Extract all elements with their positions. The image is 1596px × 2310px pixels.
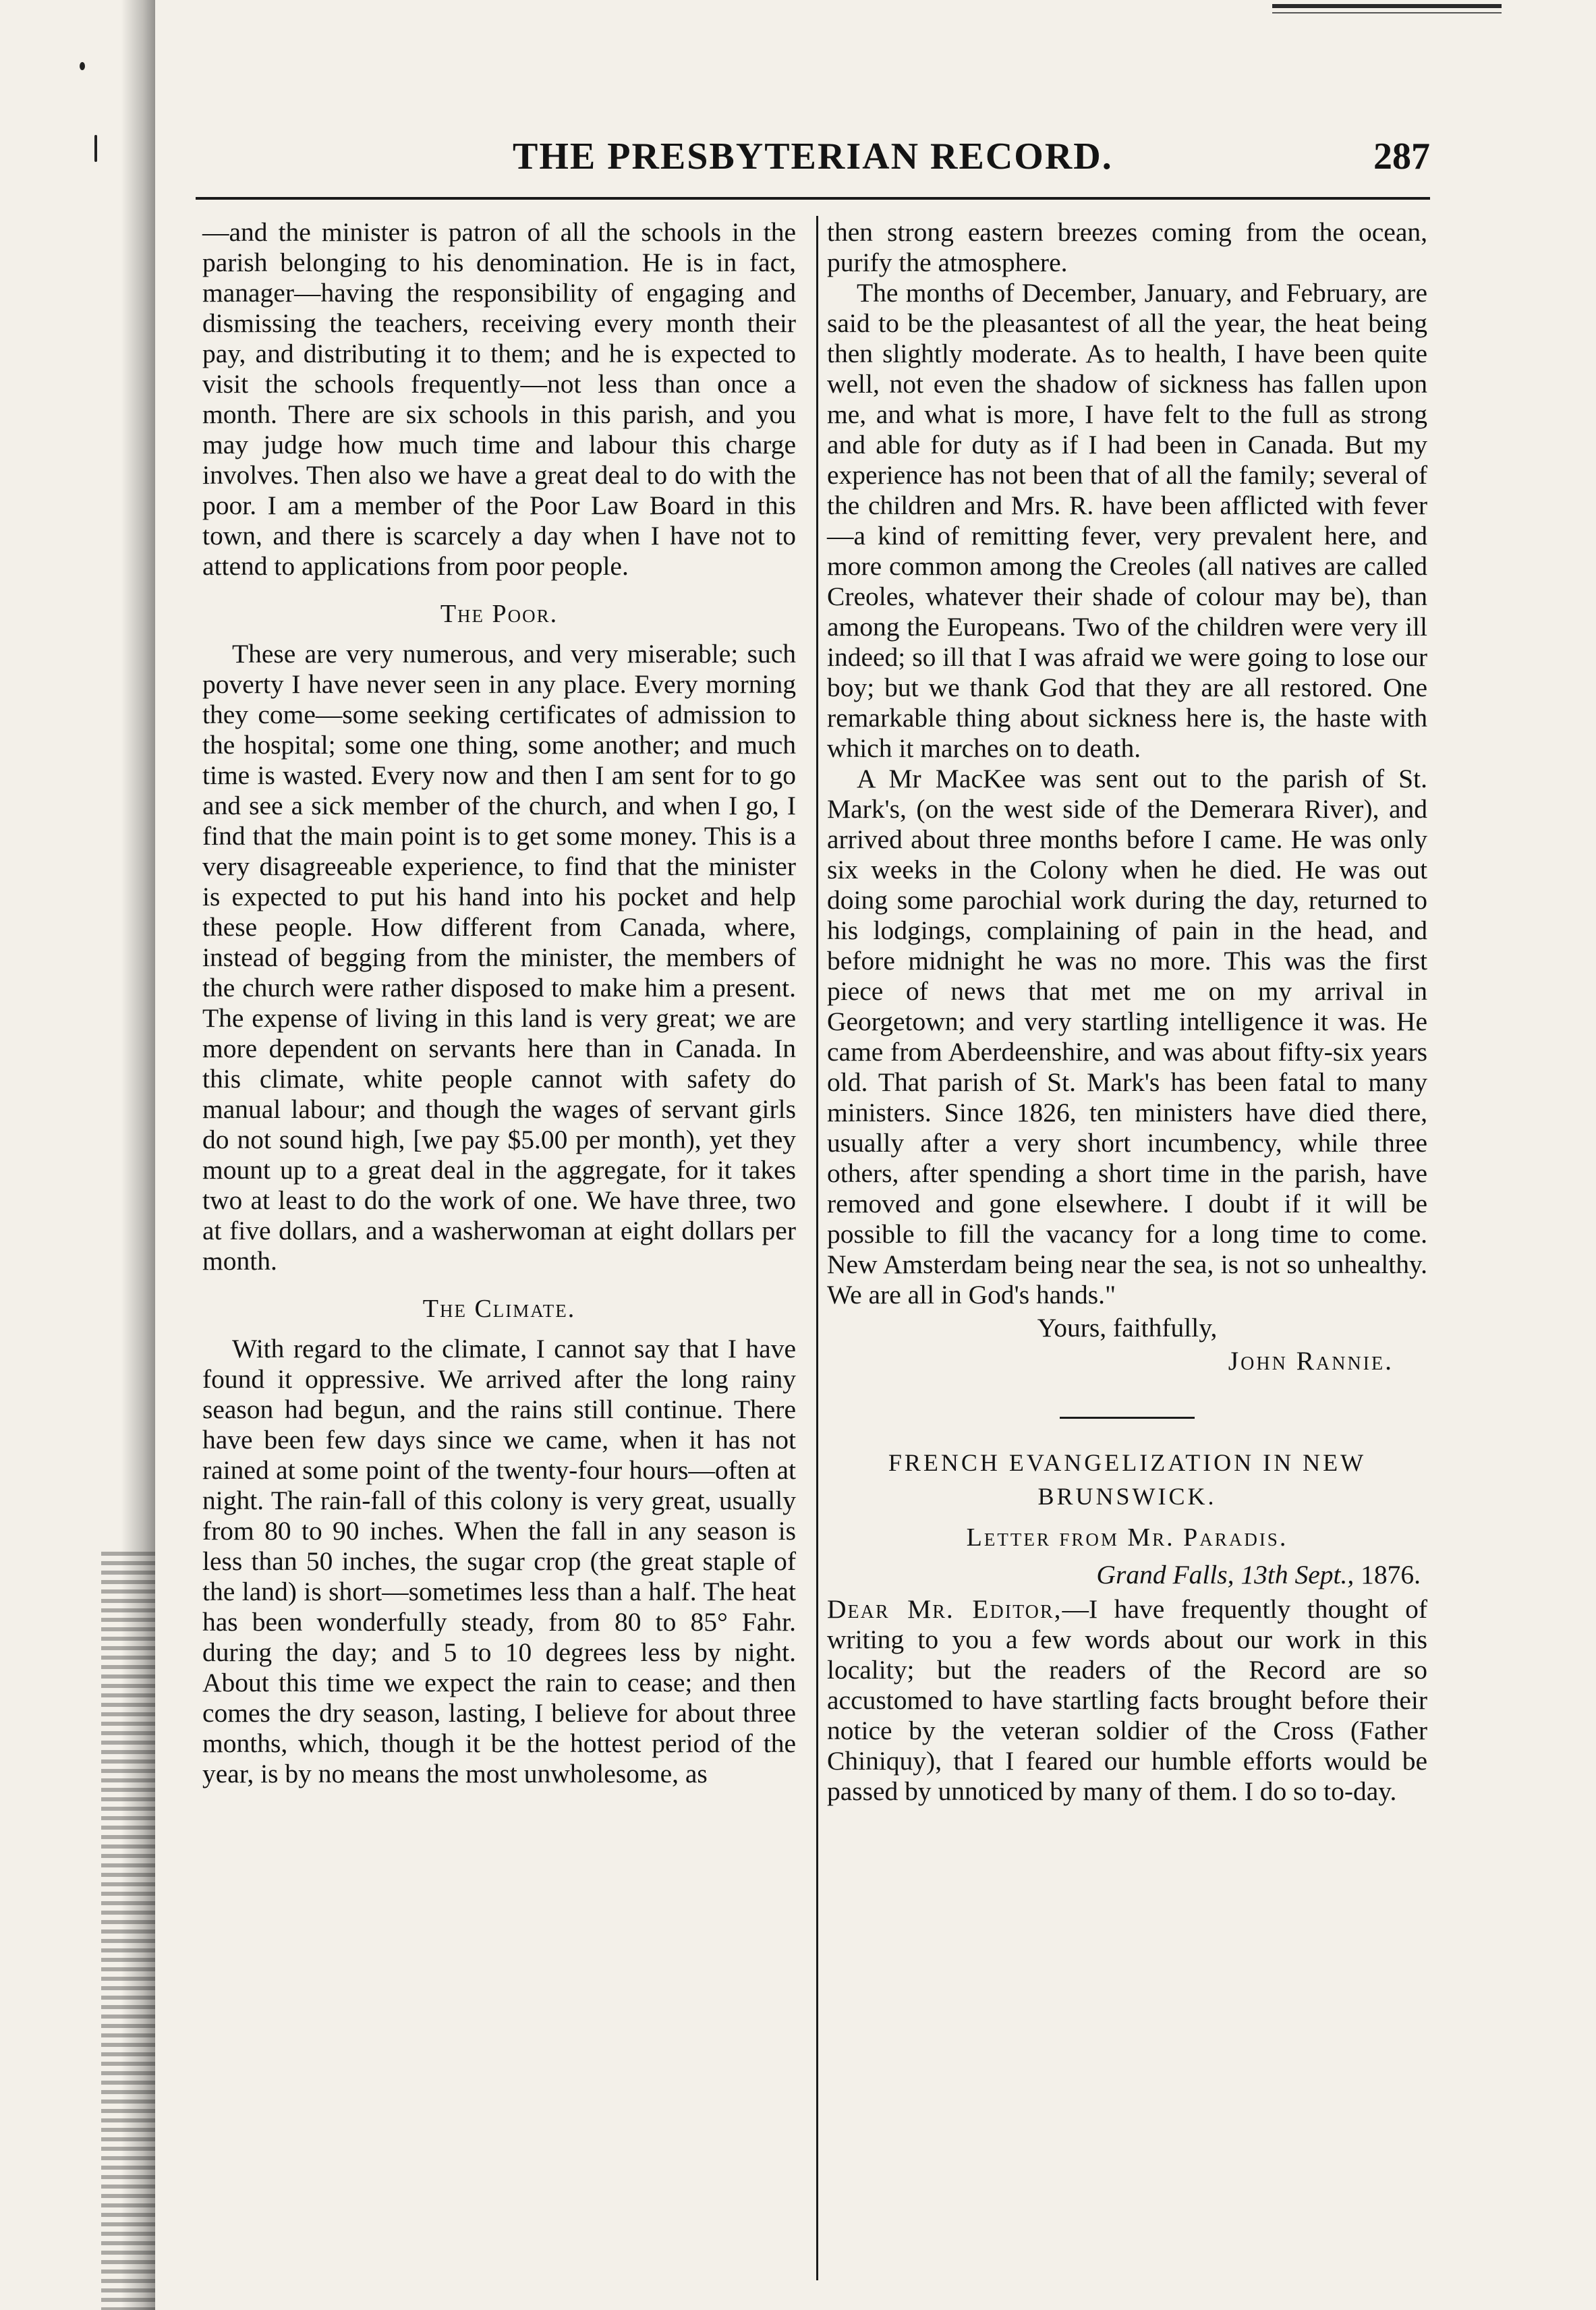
paragraph: —and the minister is patron of all the schools in the parish belonging to his denomination. He is in fact, manager—having the responsibility of engaging and dismissing the teachers, receiving every month their pay, and distributing it to them; and he is expected to visit the schools frequently—not less than once a month. There are six schools in this parish, and you may judge how much time and labour this charge involves. Then also we have a great deal to do with the poor. I am a member of the Poor Law Board in this town, and there is scarcely a day when I have not to attend to applications from poor people. <box>202 217 796 581</box>
header-rule <box>196 197 1430 200</box>
ink-speck <box>80 62 85 70</box>
paragraph: With regard to the climate, I cannot say that I have found it oppressive. We arrived after the long rainy season had begun, and the rains still continue. There have been few days since we came, when it has not rained at some point of the twenty-four hours—often at night. The rain-fall of this colony is very great, usually from 80 to 90 inches. When the fall in any season is less than 50 inches, the sugar crop (the great staple of the land) is short—sometimes less than a half. The heat has been wonderfully steady, from 80 to 85° Fahr. during the day; and 5 to 10 degrees less by night. About this time we expect the rain to cease; and then comes the dry season, lasting, I believe for about three months, which, though it be the hottest period of the year, is by no means the most unwholesome, as <box>202 1334 796 1788</box>
article-separator <box>1060 1417 1195 1419</box>
dateline-place: Grand Falls, 13th Sept., <box>1096 1560 1355 1589</box>
page-number: 287 <box>1373 136 1430 177</box>
letter-closing: Yours, faithfully, <box>1037 1313 1218 1343</box>
section-heading-climate: The Climate. <box>422 1295 576 1323</box>
binding-edge <box>101 1552 155 2310</box>
paragraph: A Mr MacKee was sent out to the parish of St. Mark's, (on the west side of the Demerara River), and arrived about three months before I came. He was only six weeks in the Colony when he died. He was out doing some parochial work during the day, returned to his lodgings, complaining of pain in the head, and before midnight he was no more. This was the first piece of news that met me on my arrival in Georgetown; and very startling intelligence it was. He came from Aberdeenshire, and was about fifty-six years old. That parish of St. Mark's has been fatal to many ministers. Since 1826, ten ministers have died there, usually after a very short incumbency, while three others, after spending a short time in the parish, have removed and gone elsewhere. I doubt if it will be possible to fill the vacancy for a long time to come. New Amsterdam being near the sea, is not so unhealthy. We are all in God's hands." <box>827 764 1427 1309</box>
journal-title: THE PRESBYTERIAN RECORD. <box>513 136 1113 177</box>
left-column <box>202 217 796 1789</box>
section-heading-poor: The Poor. <box>440 600 559 628</box>
paragraph <box>827 1594 1427 1807</box>
article-title: FRENCH EVANGELIZATION IN NEW BRUNSWICK. <box>888 1449 1367 1510</box>
top-edge-rule-thin <box>1272 12 1502 13</box>
column-divider <box>816 216 818 2280</box>
paragraph-body: —I have frequently thought of writing to you a few words about our work in this locality; but the readers of the Record are so accustomed to have startling facts brought before their notice by the veteran soldier of the Cross (Father Chiniquy), that I feared our humble efforts would be passed by unnoticed by many of them. I do so to-day. <box>827 1594 1427 1806</box>
salutation: Dear Mr. Editor, <box>827 1594 1062 1624</box>
paragraph: then strong eastern breezes coming from the ocean, purify the atmosphere. <box>827 217 1427 277</box>
signature: John Rannie. <box>1228 1346 1394 1376</box>
paragraph: These are very numerous, and very miserable; such poverty I have never seen in any place. Every morning they come—some seeking certificates of admission to the hospital; some one thing, some another; and much time is wasted. Every now and then I am sent for to go and see a sick member of the church, and when I go, I find that the main point is to get some money. This is a very disagreeable experience, to find that the minister is expected to put his hand into his pocket and help these people. How different from Canada, where, instead of begging from the minister, the members of the church were rather disposed to make him a present. The expense of living in this land is very great; we are more dependent on servants here than in Canada. In this climate, white people cannot with safety do manual labour; and though the wages of servant girls do not sound high, [we pay $5.00 per month), yet they mount up to a great deal in the aggregate, for it takes two at least to do the work of one. We have three, two at five dollars, and a washerwoman at eight dollars per month. <box>202 639 796 1276</box>
right-column <box>827 217 1427 1807</box>
article-subtitle: Letter from Mr. Paradis. <box>966 1523 1288 1552</box>
top-edge-rule <box>1272 4 1502 8</box>
dateline <box>827 1560 1427 1590</box>
dateline-year: 1876. <box>1354 1560 1421 1589</box>
paragraph: The months of December, January, and February, are said to be the pleasantest of all the year, the heat being then slightly moderate. As to health, I have been quite well, not even the shadow of sickness has fallen upon me, and what is more, I have felt to the full as strong and able for duty as if I had been in Canada. But my experience has not been that of all the family; several of the children and Mrs. R. have been afflicted with fever—a kind of remitting fever, very prevalent here, and more common among the Creoles (all natives are called Creoles, whatever their shade of colour may be), than among the Europeans. Two of the children were very ill indeed; so ill that I was afraid we were going to lose our boy; but we thank God that they are all restored. One remarkable thing about sickness here is, the haste with which it marches on to death. <box>827 278 1427 763</box>
ink-speck <box>94 135 97 162</box>
running-header <box>196 128 1430 189</box>
